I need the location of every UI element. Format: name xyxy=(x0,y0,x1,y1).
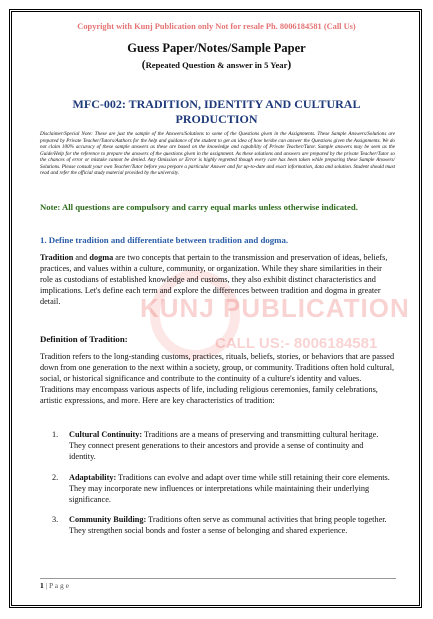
list-item-text: Traditions can evolve and adapt over time while still retaining their core elements. They may incorporate new influences or interpretations while maintaining their underlying significance. xyxy=(69,472,390,504)
term-tradition: Tradition xyxy=(40,253,74,262)
intro-rest: are two concepts that pertain to the transmission and preservation of ideas, beliefs, practices, and values within a culture, community, or organization. While they share similarities in their role as custodians of established knowledge and customs, they also exhibit distinct characteristics and implications. Let's define each term and explore the differences between tradition and dogma in greater detail. xyxy=(40,253,388,306)
list-item-number: 3. xyxy=(52,515,59,525)
intro-paragraph xyxy=(40,253,396,308)
list-item xyxy=(52,473,392,506)
course-title-line2: PRODUCTION xyxy=(175,112,258,126)
subtitle-text: Repeated Question & answer in 5 Year xyxy=(145,60,288,70)
page-title: Guess Paper/Notes/Sample Paper xyxy=(127,41,306,55)
disclaimer: Disclaimer/Special Note: These are just the sample of the Answers/Solutions to some of the Questions given in the Assignments. These Sample Answers/Solutions are prepared by Private Teacher/Tutors/Authors for the help and guidance of the student to get an idea of how he/she can answer the Questions given the Assignments. We do not claim 100% accuracy of these sample answers as these are based on the knowledge and capability of Private Teacher/Tutor. Sample answers may be seen as the Guide/Help for the reference to prepare the answers of the questions given in the assignment. As these solutions and answers are prepared by the private Teacher/Tutor so the chances of error or mistake cannot be denied. Any Omission or Error is highly regretted though every care has been taken while preparing these Sample Answers/ Solutions. Please consult your own Teacher/Tutor before you prepare a particular Answer and for up-to-date and exact information, data and solution. Student should must read and refer the official study material provided by the university. xyxy=(40,131,395,176)
list-item-text: Traditions are a means of preserving and transmitting cultural heritage. They connect present generations to their ancestors and provide a sense of continuity and identity. xyxy=(69,430,379,461)
subtitle-close-paren: ) xyxy=(287,59,292,71)
term-dogma: dogma xyxy=(89,253,114,262)
page-subtitle xyxy=(0,59,433,71)
intro-and: and xyxy=(73,253,90,262)
copyright-header: Copyright with Kunj Publication only Not for resale Ph. 8006184581 (Call Us) xyxy=(77,22,356,31)
watermark-brand: KUNJ PUBLICATION xyxy=(140,293,410,323)
definition-paragraph: Tradition refers to the long-standing customs, practices, rituals, beliefs, stories, or behaviors that are passed down from one generation to the next within a society, group, or community. Traditions often hold cultural, social, or historical significance and contribute to the continuity of a culture's identity and values. Traditions may encompass various aspects of life, including religious ceremonies, family celebrations, artistic expressions, and more. Here are key characteristics of tradition: xyxy=(40,352,395,405)
page-label: P a g e xyxy=(49,581,69,590)
list-item-title: Community Building: xyxy=(69,515,147,525)
list-item-title: Cultural Continuity: xyxy=(69,430,143,439)
course-title-line1: MFC-002: TRADITION, IDENTITY AND CULTURAL xyxy=(72,97,361,111)
list-item xyxy=(52,430,392,463)
page-number: 1 xyxy=(40,581,44,590)
characteristics-list xyxy=(52,430,392,547)
footer-divider xyxy=(40,578,396,579)
question-heading: 1. Define tradition and differentiate between tradition and dogma. xyxy=(40,235,289,245)
subtitle-open-paren: ( xyxy=(141,59,146,71)
list-item-number: 1. xyxy=(52,430,59,439)
watermark-call: CALL US:- 8006184581 xyxy=(215,335,378,352)
list-item-text: Traditions often serve as communal activities that bring people together. They strengthen social bonds and foster a sense of belonging and shared experience. xyxy=(69,515,387,536)
course-title xyxy=(0,97,433,127)
definition-heading: Definition of Tradition: xyxy=(40,334,128,344)
list-item-title: Adaptability: xyxy=(69,472,117,482)
list-item-number: 2. xyxy=(52,472,59,482)
footer-separator: | xyxy=(43,581,50,590)
instruction-note: Note: All questions are compulsory and carry equal marks unless otherwise indicated. xyxy=(40,202,358,212)
list-item xyxy=(52,515,392,537)
page-footer xyxy=(40,581,69,590)
